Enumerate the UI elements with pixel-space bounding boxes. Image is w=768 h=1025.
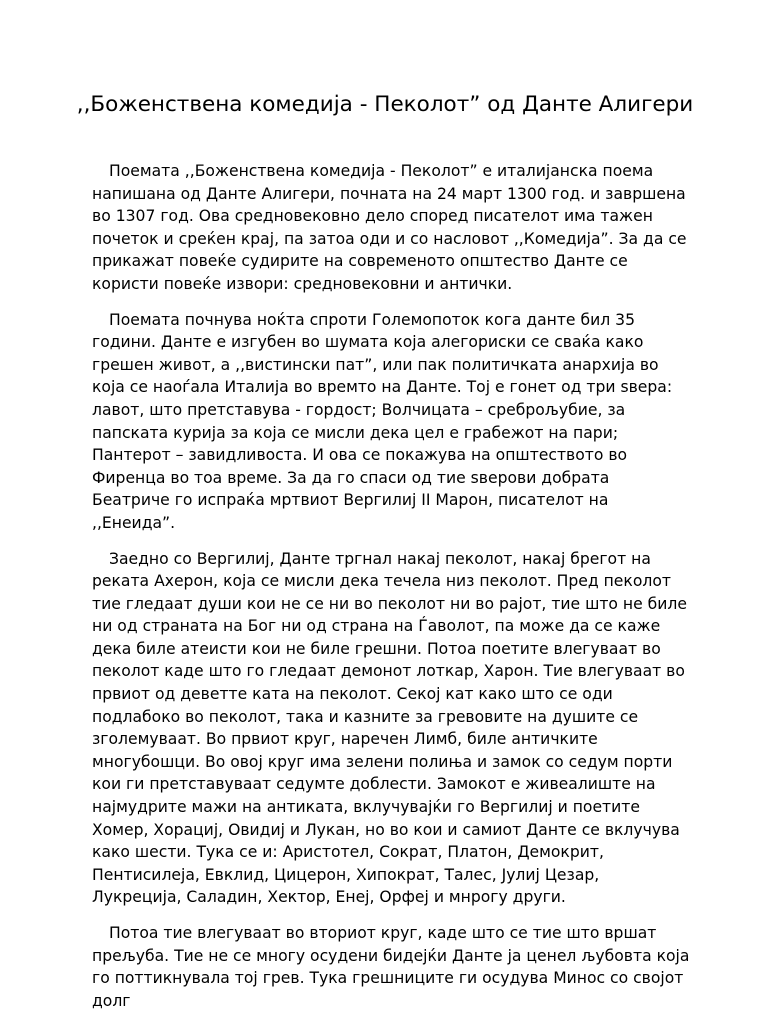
paragraph-3: Заедно со Вергилиј, Данте тргнал накај пеколот, накај брегот на реката Ахерон, која се мисли дека течела низ пеколот. Пред пеколот тие гледаат души кои не се ни во пеколот ни во рајот, тие што не биле ни од страната на Бог ни од страна на Ѓаволот, па може да се каже дека биле атеисти кои не биле грешни. Потоа поетите влегуваат во пеколот каде што го гледаат демонот лоткар, Харон. Тие влегуваат во првиот од деветте ката на пеколот. Секој кат како што се оди подлабоко во пеколот, така и казните за гревовите на душите се зголемуваат. Во првиот круг, наречен Лимб, биле античките многубошци. Во овој круг има зелени полиња и замок со седум порти кои ги претставуваат седумте доблести. Замокот е живеалиште на најмудрите мажи на антиката, вклучувајќи го Вергилиј и поетите Хомер, Хорациј, Овидиј и Лукан, но во кои и самиот Данте се вклучува како шести. Тука се и: Аристотел, Сократ, Платон, Демокрит, Пентисилеја, Евклид, Цицерон, Хипократ, Талес, Јулиј Цезар, Лукреција, Саладин, Хектор, Енеј, Орфеј и мнрогу други.: [92, 549, 687, 907]
paragraph-1: Поемата ,,Боженствена комедија - Пеколот” е италијанска поема напишана од Данте Алигери, почната на 24 март 1300 год. и завршена во 1307 год. Ова средновековно дело според писателот има тажен почеток и среќен крај, па затоа оди и со насловот ,,Комедија”. За да се прикажат повеќе судирите на современото општество Данте се користи повеќе извори: средновековни и антички.: [92, 162, 687, 293]
paragraph-4: Потоа тие влегуваат во вториот круг, каде што се тие што вршат прељуба. Тие не се многу осудени бидејќи Данте ја ценел љубовта која го поттикнувала тој грев. Тука грешниците ги осудува Минос со својот долг: [92, 924, 690, 1010]
document-title: ,,Боженствена комедија - Пеколот” од Данте Алигери: [76, 92, 694, 117]
document-body: [92, 160, 692, 1025]
paragraph-2: Поемата почнува ноќта спроти Големопоток кога данте бил 35 години. Данте е изгубен во шумата која алегориски се сваќа како грешен живот, а ,,вистински пат”, или пак политичката анархија во која се наоѓала Италија во времто на Данте. Тој е гонет од три ѕвера: лавот, што претставува - гордост; Волчицата – среброљубие, за папската курија за која се мисли дека цел е грабежот на пари; Пантерот – завидливоста. И ова се покажува на општеството во Фиренца во тоа време. За да го спаси од тие ѕверови добрата Беатриче го испраќа мртвиот Вергилиј II Марон, писателот на ,,Енеида”.: [92, 310, 673, 532]
